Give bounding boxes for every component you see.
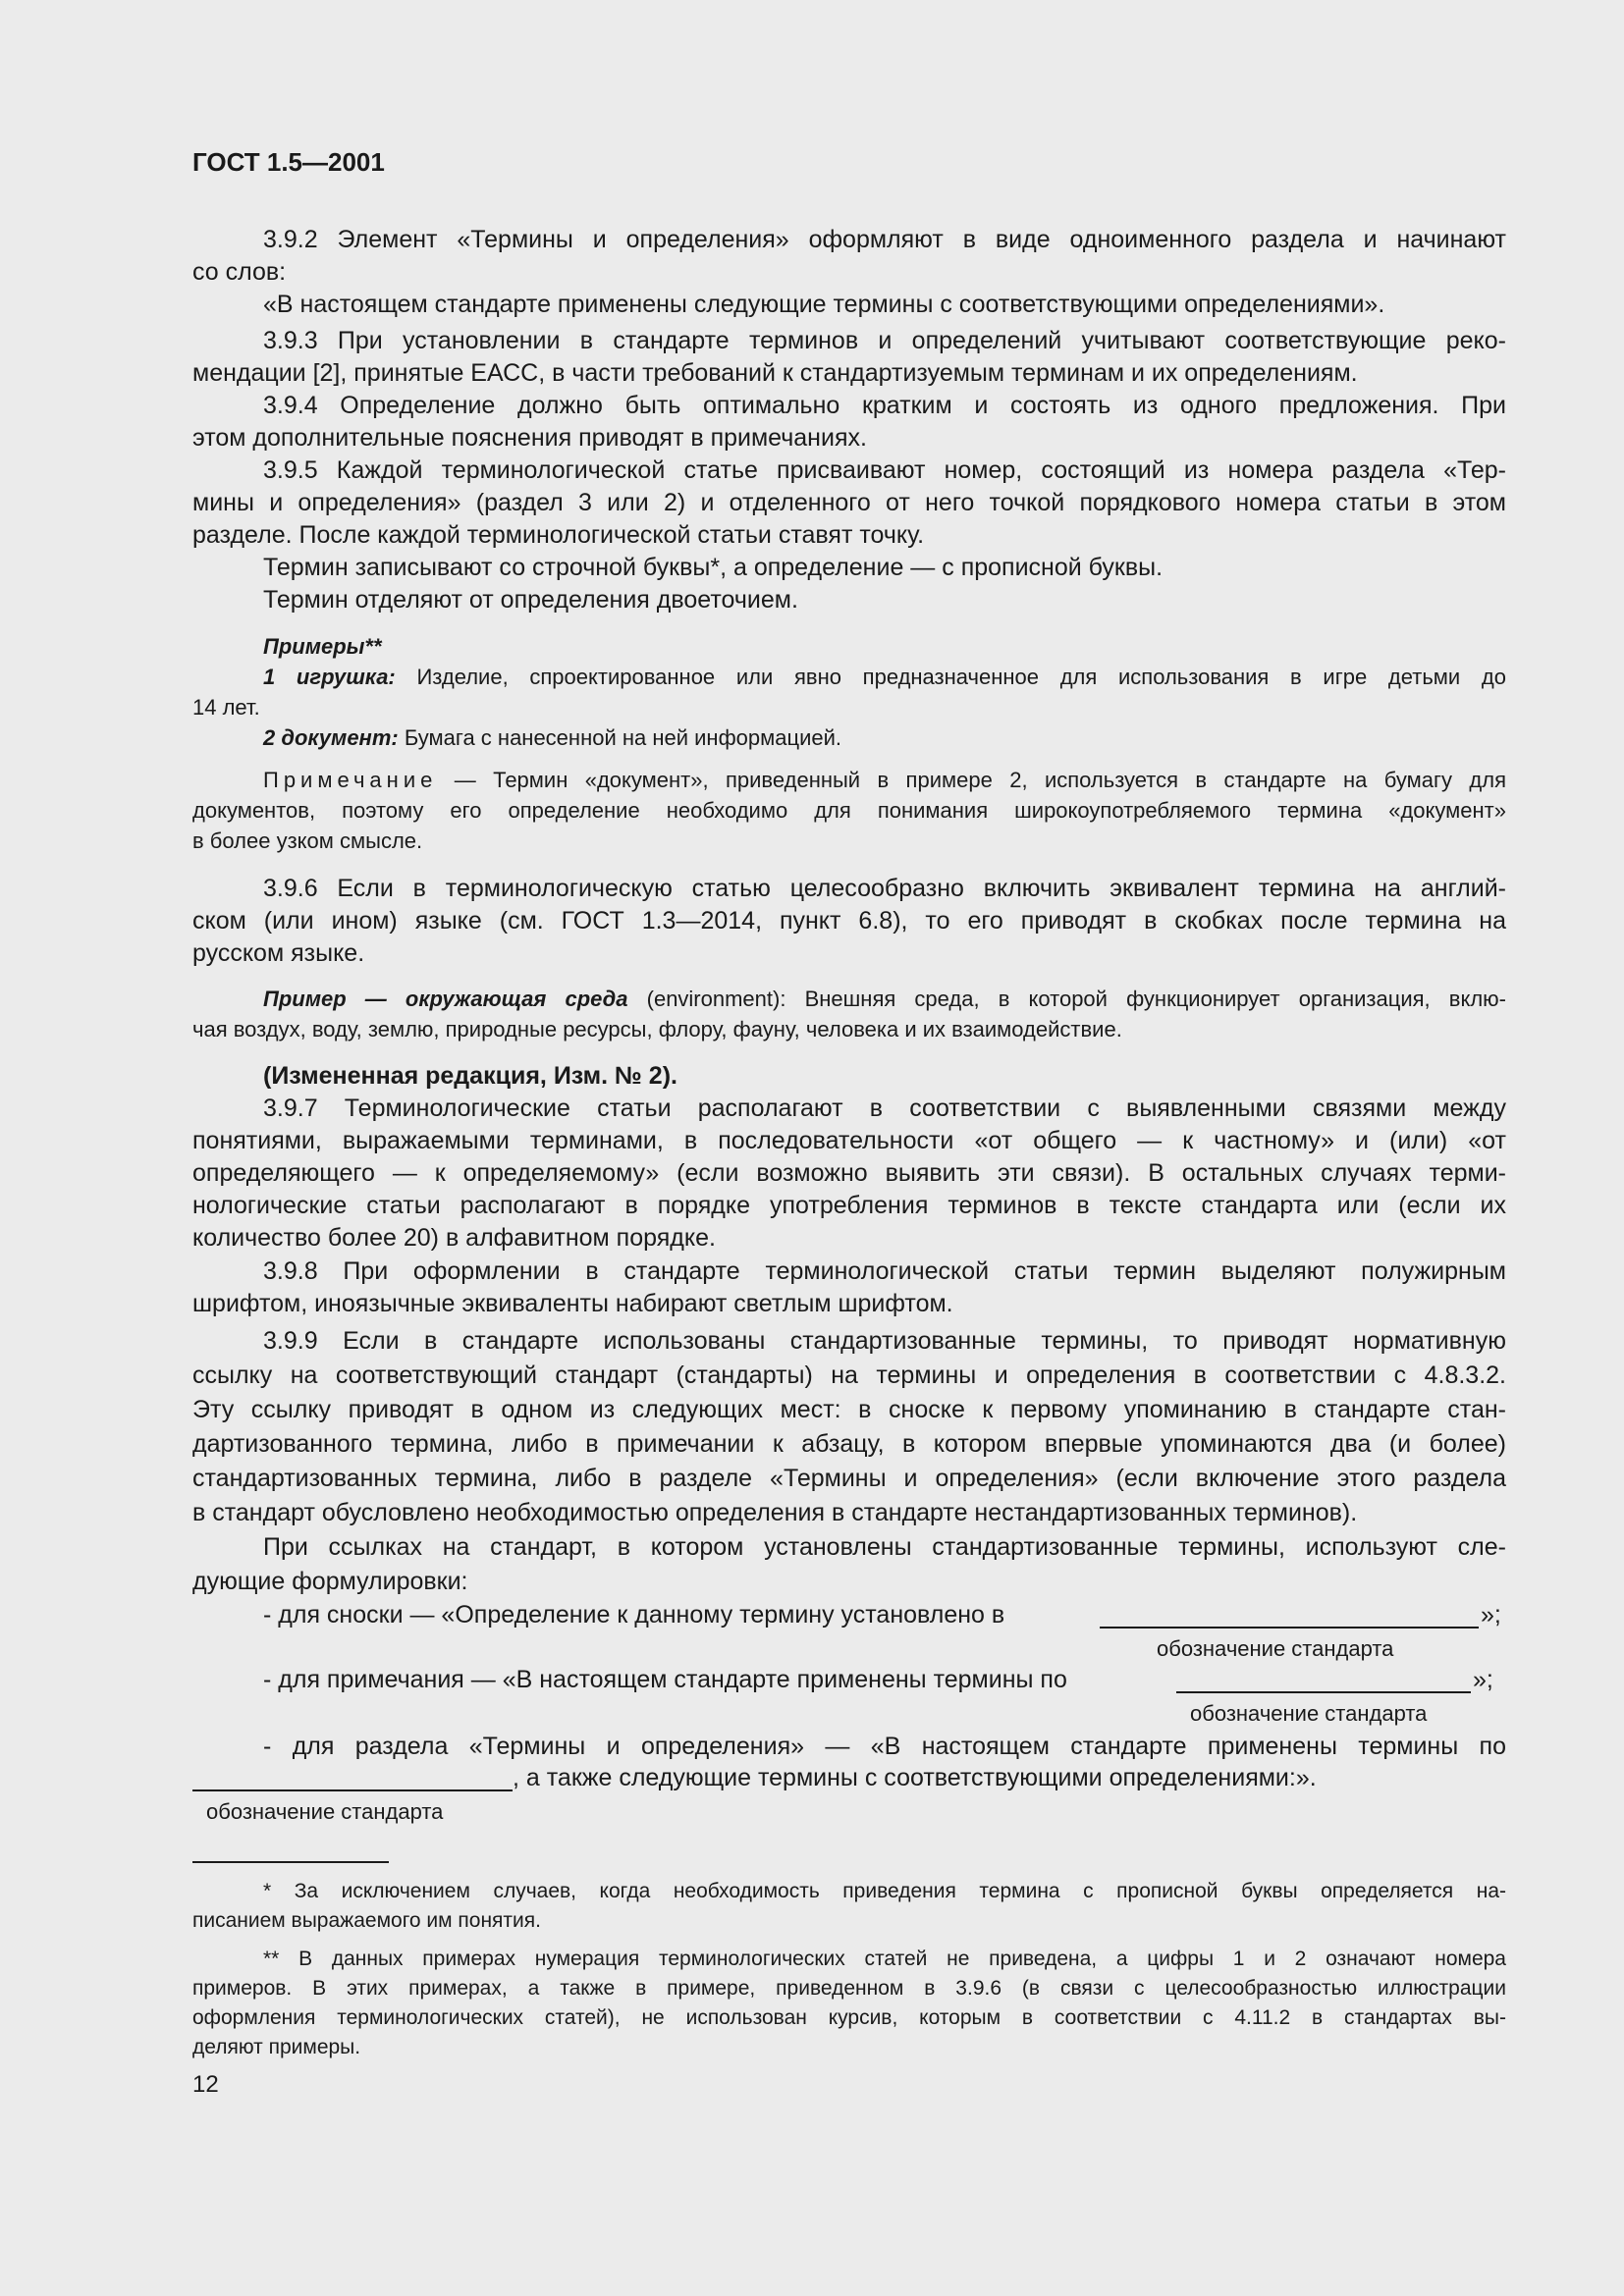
footnote-1 [192,1877,1506,1936]
text-line: в стандарт обусловлено необходимостью определения в стандарте нестандартизованных терминов). [192,1499,1358,1526]
text-line: определяющего — к определяемому» (если возможно выявить эти связи). В остальных случаях терми- [192,1159,1506,1187]
amended-block [192,1060,1506,1093]
text-line: 14 лет. [192,695,260,720]
page-number: 12 [192,2071,219,2098]
example-2-def: Бумага с нанесенной на ней информацией. [398,725,842,750]
section-3-9-8 [192,1255,1506,1320]
text-line: 3.9.7 Терминологические статьи располагают в соответствии с выявленными связями между [263,1095,1506,1122]
note-text: — Термин «документ», приведенный в примере 2, используется в стандарте на бумагу для [437,768,1506,792]
text-line: примеров. В этих примерах, а также в примере, приведенном в 3.9.6 (в связи с целесообразностью иллюстрации [192,1977,1506,2000]
text-line: - для раздела «Термины и определения» — «В настоящем стандарте применены термины по [263,1733,1506,1760]
example-1-def: Изделие, спроектированное или явно предназначенное для использования в игре детьми до [395,665,1506,689]
text-line: дартизованного термина, либо в примечании к абзацу, в котором впервые упоминаются два (и более) [192,1430,1506,1458]
text-line: ском (или ином) языке (см. ГОСТ 1.3—2014, пункт 6.8), то его приводят в скобках после термина на [192,907,1506,934]
section-3-9-3 [192,325,1506,390]
text-line: 3.9.9 Если в стандарте использованы стандартизованные термины, то приводят нормативную [263,1327,1506,1355]
text-line: количество более 20) в алфавитном порядке. [192,1224,716,1252]
blank-caption: обозначение стандарта [206,1799,444,1824]
text-line: со слов: [192,258,287,286]
example-1 [192,662,1506,692]
note-label: Примечание [263,768,438,792]
section-3-9-2 [192,224,1506,321]
formula-end: »; [1473,1666,1493,1693]
text-line: * За исключением случаев, когда необходимость приведения термина с прописной буквы определяется на- [263,1880,1506,1902]
text-line: мендации [2], принятые ЕАСС, в части требований к стандартизуемым терминам и их определениям. [192,359,1358,387]
blank-caption: обозначение стандарта [1190,1701,1428,1726]
text-line [192,984,1506,1014]
section-3-9-7 [192,1093,1506,1255]
section-3-9-5 [192,454,1506,616]
section-3-9-6 [192,873,1506,970]
example-2-term: 2 документ: [263,725,399,750]
example-env-def: (environment): Внешняя среда, в которой функционирует организация, вклю- [627,987,1506,1011]
example-env-term: Пример — окружающая среда [263,987,628,1011]
text-line: стандартизованных термина, либо в разделе «Термины и определения» (если включение этого раздела [192,1465,1506,1492]
text-line: 3.9.8 При оформлении в стандарте терминологической статьи термин выделяют полужирным [263,1257,1506,1285]
blank-line [1100,1627,1479,1629]
blank-line [1176,1691,1471,1693]
text-line: писанием выражаемого им понятия. [192,1909,541,1932]
examples-block [192,631,1506,753]
text-line: При ссылках на стандарт, в котором установлены стандартизованные термины, используют сле- [263,1533,1506,1561]
note-line [192,765,1506,795]
example-environment [192,984,1506,1044]
formula-note: - для примечания — «В настоящем стандарте применены термины по [263,1666,1067,1693]
text-line: 3.9.2 Элемент «Термины и определения» оформляют в виде одноименного раздела и начинают [263,226,1506,253]
text-line: 3.9.3 При установлении в стандарте терминов и определений учитывают соответствующие реко- [263,327,1506,354]
text-line: оформления терминологических статей), не использован курсив, которым в соответствии с 4.11.2 в стандартах вы- [192,2006,1506,2029]
amended-note: (Измененная редакция, Изм. № 2). [263,1062,677,1090]
text-line: 3.9.5 Каждой терминологической статье присваивают номер, состоящий из номера раздела «Тер- [263,456,1506,484]
example-2 [192,722,1506,753]
formula-end: »; [1481,1601,1501,1629]
text-line: 3.9.4 Определение должно быть оптимально кратким и состоять из одного предложения. При [263,392,1506,419]
text-line: мины и определения» (раздел 3 или 2) и отделенного от него точкой порядкового номера статьи в этом [192,489,1506,516]
text-line: Эту ссылку приводят в одном из следующих мест: в сноске к первому упоминанию в стандарте стан- [192,1396,1506,1423]
examples-title: Примеры** [263,634,382,659]
document-header: ГОСТ 1.5—2001 [192,147,385,177]
footnote-2 [192,1945,1506,2062]
text-line: 3.9.6 Если в терминологическую статью целесообразно включить эквивалент термина на англий- [263,875,1506,902]
text-line: понятиями, выражаемыми терминами, в последовательности «от общего — к частному» и (или) «от [192,1127,1506,1154]
text-line: шрифтом, иноязычные эквиваленты набирают светлым шрифтом. [192,1290,953,1317]
text-line: деляют примеры. [192,2036,361,2058]
formula-section [263,1731,1506,1763]
text-line: в более узком смысле. [192,828,423,853]
formula-footnote: - для сноски — «Определение к данному термину установлено в [263,1601,1005,1629]
text-line: чая воздух, воду, землю, природные ресурсы, флору, фауну, человека и их взаимодействие. [192,1017,1122,1041]
text-line: нологические статьи располагают в порядке употребления терминов в тексте стандарта или (если их [192,1192,1506,1219]
text-line: дующие формулировки: [192,1568,468,1595]
example-1-term: 1 игрушка: [263,665,396,689]
text-line: ссылку на соответствующий стандарт (стандарты) на термины и определения в соответствии с 4.8.3.2. [192,1362,1506,1389]
text-line: «В настоящем стандарте применены следующие термины с соответствующими определениями». [263,291,1385,318]
text-line: ** В данных примерах нумерация терминологических статей не приведена, а цифры 1 и 2 означают номера [263,1948,1506,1970]
text-line: русском языке. [192,939,365,967]
section-3-9-9 [192,1324,1506,1599]
blank-caption: обозначение стандарта [1157,1636,1394,1661]
section-3-9-4 [192,390,1506,454]
footnote-separator [192,1861,389,1863]
text-line: Термин отделяют от определения двоеточием. [263,586,798,614]
text-line: разделе. После каждой терминологической статьи ставят точку. [192,521,925,549]
text-line: этом дополнительные пояснения приводят в примечаниях. [192,424,867,452]
note-block [192,765,1506,856]
blank-line [192,1789,513,1791]
text-line: Термин записывают со строчной буквы*, а определение — с прописной буквы. [263,554,1164,581]
formula-section-end: , а также следующие термины с соответствующими определениями:». [513,1764,1317,1791]
text-line: документов, поэтому его определение необходимо для понимания широкоупотребляемого термина «документ» [192,798,1506,823]
